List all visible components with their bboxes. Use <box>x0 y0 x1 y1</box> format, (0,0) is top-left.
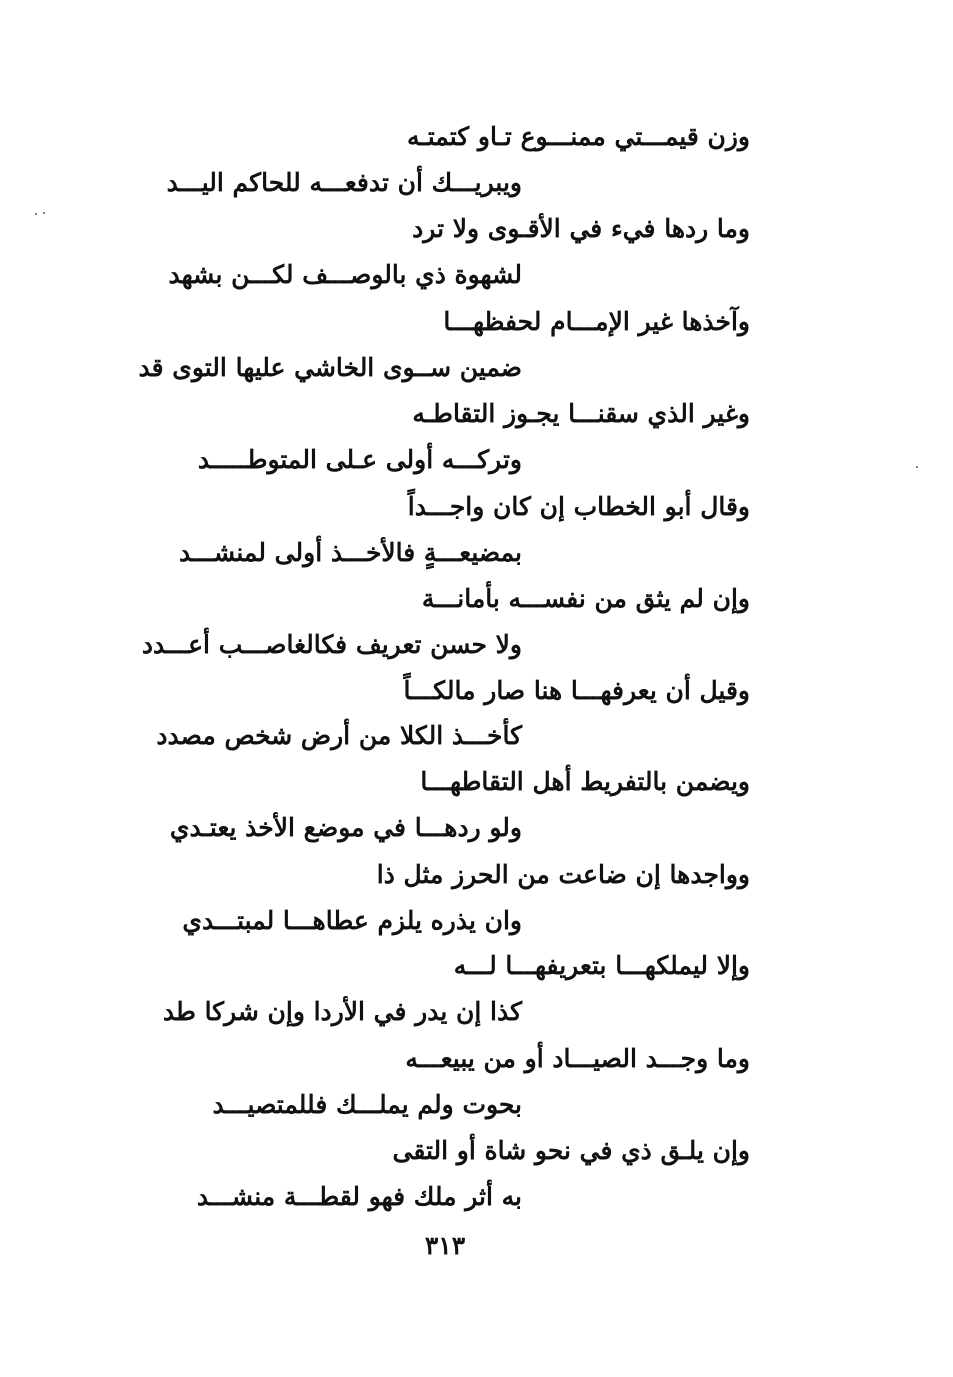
verse-line: وما ردها فيء في الأقـوى ولا ترد <box>412 214 750 243</box>
scan-speck <box>916 466 918 468</box>
verse-line: لشهوة ذي بالوصـــف لكـــن بشهد <box>168 260 522 289</box>
verse-line: بمضيعـــةٍ فالأخـــذ أولى لمنشـــد <box>178 538 522 567</box>
verse-line: وغير الذي سقنـــا يجـوز التقاطـه <box>412 399 750 428</box>
verse-line: كذا إن يدر في الأردا وإن شركا طد <box>162 997 522 1026</box>
verse-line: ضمين ســوى الخاشي عليها التوى قد <box>138 353 522 382</box>
verse-line: ويبريـــك أن تدفعـــه للحاكم اليـــد <box>166 168 522 197</box>
verse-line: وقال أبو الخطاب إن كان واجـــداً <box>407 492 750 521</box>
verse-line: وإن لم يثق من نفســـه بأمانـــة <box>421 584 750 613</box>
verse-line: بحوت ولم يملـــك فللمتصيـــد <box>212 1090 522 1119</box>
scan-speck <box>43 212 45 214</box>
scan-speck <box>35 213 37 215</box>
verse-line: وما وجـــد الصيـــاد أو من يبيعـــه <box>405 1044 750 1073</box>
verse-line: ولا حسن تعريف فكالغاصـــب أعـــدد <box>141 630 522 659</box>
verse-line: وإلا ليملكهـــا بتعريفهـــا لـــه <box>453 951 750 980</box>
verse-line: وإن يلـق ذي في نحو شاة أو التقى <box>392 1136 750 1165</box>
verse-line: وزن قيمـــتي ممنـــوع تـاو كتمتـه <box>407 122 750 151</box>
verse-line: وقيل أن يعرفهـــا هنا صار مالكـــاً <box>403 676 750 705</box>
page-number: ٣١٣ <box>424 1231 466 1260</box>
verse-line: به أثر ملك فهو لقطـــة منشـــد <box>196 1182 522 1211</box>
verse-line: ويضمن بالتفريط أهل التقاطهـــا <box>420 767 750 796</box>
verse-line: كأخـــذ الكلا من أرض شخص مصدد <box>156 721 522 750</box>
verse-line: وآخذها غير الإمـــام لحفظهـــا <box>443 307 750 336</box>
verse-line: وان يذره يلزم عطاهـــا لمبتـــدي <box>182 906 522 935</box>
verse-line: وتركـــه أولى عـلى المتوطـــــد <box>197 445 522 474</box>
verse-line: وواجدها إن ضاعت من الحرز مثل ذا <box>376 860 750 889</box>
verse-line: ولو ردهـــا في موضع الأخذ يعتـدي <box>169 813 522 842</box>
